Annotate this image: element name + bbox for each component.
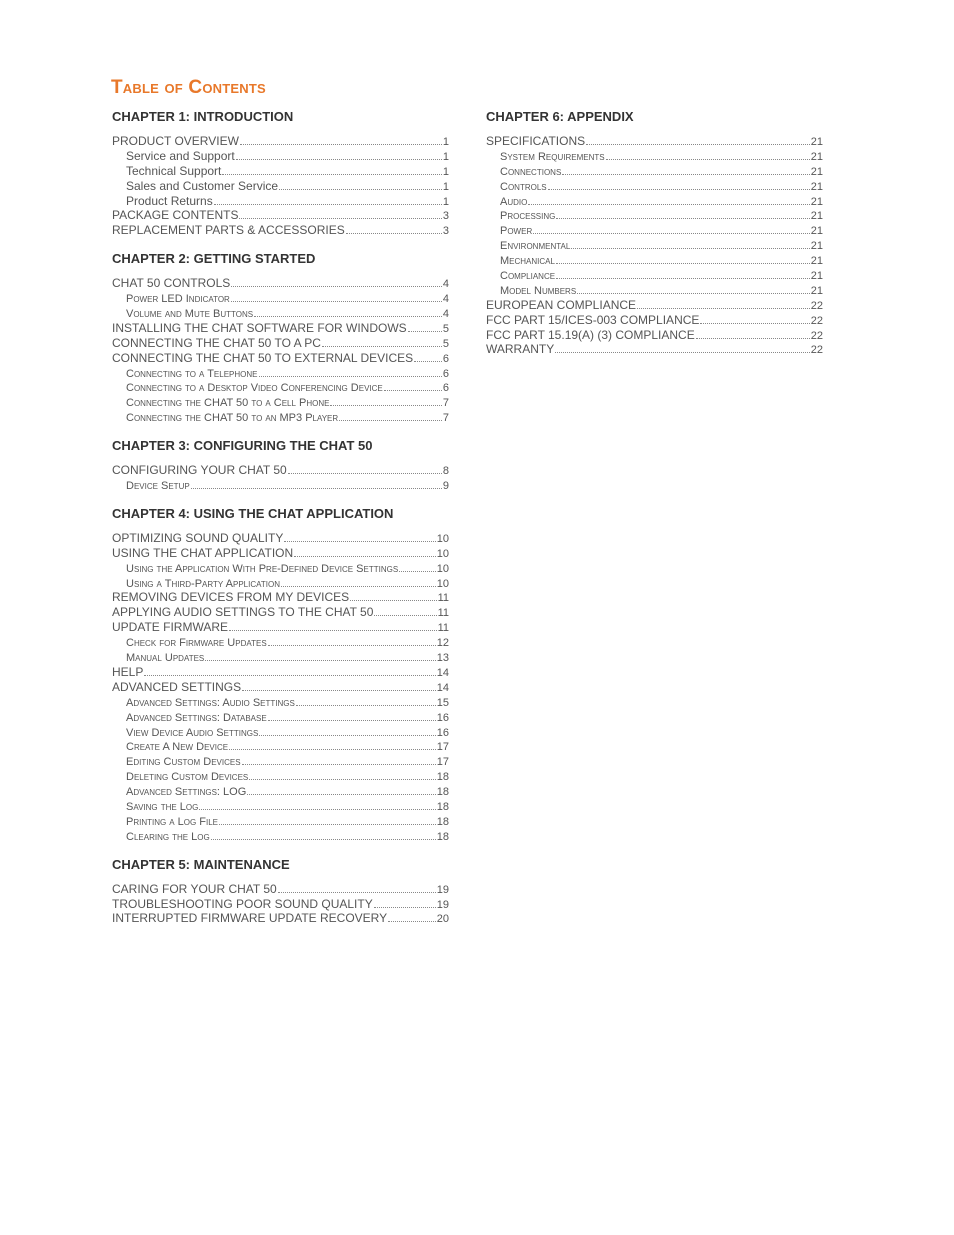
toc-page-number: 4 <box>442 308 449 321</box>
toc-subentry[interactable] <box>112 366 449 381</box>
toc-subentry[interactable] <box>112 784 449 799</box>
toc-page-number: 21 <box>810 165 823 178</box>
toc-page-number: 8 <box>442 465 449 478</box>
toc-subentry[interactable] <box>112 478 449 493</box>
dot-leader <box>254 306 442 317</box>
toc-entry-title: EUROPEAN COMPLIANCE <box>486 297 637 312</box>
toc-entry-title: Advanced Settings: LOG <box>126 786 247 799</box>
dot-leader <box>556 208 809 219</box>
dot-leader <box>222 164 441 175</box>
toc-entry-title: REPLACEMENT PARTS & ACCESSORIES <box>112 223 345 238</box>
toc-entry[interactable] <box>486 134 823 149</box>
dot-leader <box>288 463 442 474</box>
toc-entry-title: SPECIFICATIONS <box>486 134 586 148</box>
toc-entry-title: Power LED Indicator <box>126 293 230 306</box>
dot-leader <box>214 194 442 205</box>
toc-entry-title: Device Setup <box>126 480 190 493</box>
chapter-section <box>112 437 449 493</box>
dot-leader <box>388 911 436 922</box>
dot-leader <box>637 298 810 309</box>
toc-page-number: 21 <box>810 195 823 208</box>
toc-page-number: 1 <box>442 150 449 163</box>
dot-leader <box>606 149 810 160</box>
toc-entry[interactable] <box>112 463 449 478</box>
toc-page-number: 1 <box>442 195 449 208</box>
dot-leader <box>231 291 442 302</box>
toc-page-number: 10 <box>436 577 449 590</box>
chapter-section <box>112 108 449 238</box>
toc-subentry[interactable] <box>112 291 449 306</box>
dot-leader <box>296 695 436 706</box>
dot-leader <box>700 313 809 324</box>
toc-page-number: 1 <box>442 165 449 178</box>
toc-entry[interactable] <box>486 342 823 357</box>
toc-entry-title: USING THE CHAT APPLICATION <box>112 545 294 560</box>
toc-subentry[interactable] <box>112 725 449 740</box>
toc-subentry[interactable] <box>112 149 449 164</box>
dot-leader <box>399 561 436 572</box>
dot-leader <box>229 620 437 631</box>
toc-page-number: 6 <box>442 382 449 395</box>
toc-page-number: 21 <box>810 255 823 268</box>
toc-subentry[interactable] <box>486 194 823 209</box>
dot-leader <box>696 328 810 339</box>
toc-entry-title: FCC PART 15.19(A) (3) COMPLIANCE <box>486 327 695 342</box>
toc-entry-title: REMOVING DEVICES FROM MY DEVICES <box>112 590 350 605</box>
toc-entry-title: Connecting to a Telephone <box>126 367 258 380</box>
toc-subentry[interactable] <box>112 650 449 665</box>
toc-page-number: 18 <box>436 771 449 784</box>
toc-entry-title: PACKAGE CONTENTS <box>112 208 239 223</box>
toc-subentry[interactable] <box>112 695 449 710</box>
dot-leader <box>374 897 436 908</box>
toc-entry-title: Check for Firmware Updates <box>126 637 267 650</box>
toc-entry-title: TROUBLESHOOTING POOR SOUND QUALITY <box>112 896 373 911</box>
toc-entry-title: Create A New Device <box>126 741 229 754</box>
dot-leader <box>350 590 436 601</box>
chapter-heading: CHAPTER 5: MAINTENANCE <box>112 856 290 872</box>
toc-page-number: 22 <box>810 314 823 327</box>
toc-page-number: 21 <box>810 270 823 283</box>
toc-entry-title: Volume and Mute Buttons <box>126 308 254 321</box>
dot-leader <box>236 149 442 160</box>
toc-page-number: 14 <box>436 666 449 679</box>
toc-subentry[interactable] <box>112 829 449 844</box>
toc-entry[interactable] <box>112 336 449 351</box>
dot-leader <box>284 531 435 542</box>
dot-leader <box>219 814 436 825</box>
toc-entry-title: Using the Application With Pre-Defined Device Settings <box>126 562 399 575</box>
page-title: Table of Contents <box>111 77 266 98</box>
dot-leader <box>556 253 810 264</box>
toc-page-number: 1 <box>442 180 449 193</box>
toc-entry[interactable] <box>112 351 449 366</box>
dot-leader <box>281 576 436 587</box>
toc-subentry[interactable] <box>486 179 823 194</box>
toc-entry-title: Sales and Customer Service <box>126 178 279 193</box>
toc-subentry[interactable] <box>486 164 823 179</box>
toc-page-number: 11 <box>437 607 449 620</box>
dot-leader <box>259 366 442 377</box>
toc-subentry[interactable] <box>486 149 823 164</box>
toc-entry-title: System Requirements <box>500 150 605 163</box>
toc-subentry[interactable] <box>486 238 823 253</box>
toc-subentry[interactable] <box>112 380 449 395</box>
toc-page-number: 5 <box>442 322 449 335</box>
toc-left-column <box>112 108 449 938</box>
toc-entry-title: CONFIGURING YOUR CHAT 50 <box>112 463 287 478</box>
toc-entry-title: View Device Audio Settings <box>126 726 259 739</box>
dot-leader <box>414 351 442 362</box>
toc-entry[interactable] <box>112 882 449 897</box>
toc-entry-title: Compliance <box>500 270 556 283</box>
toc-page-number: 4 <box>442 293 449 306</box>
toc-entry-title: Connecting to a Desktop Video Conferencing Device <box>126 382 383 395</box>
toc-entry-title: HELP <box>112 664 144 679</box>
dot-leader <box>294 546 436 557</box>
dot-leader <box>242 680 436 691</box>
dot-leader <box>571 238 809 249</box>
toc-page-number: 11 <box>437 592 449 605</box>
dot-leader <box>384 380 442 391</box>
toc-subentry[interactable] <box>112 179 449 194</box>
toc-entry-title: Service and Support <box>126 148 235 163</box>
toc-page-number: 6 <box>442 352 449 365</box>
toc-entry-title: Saving the Log <box>126 800 199 813</box>
toc-entry-title: OPTIMIZING SOUND QUALITY <box>112 530 284 545</box>
toc-page-number: 22 <box>810 344 823 357</box>
toc-page-number: 21 <box>810 150 823 163</box>
toc-page-number: 9 <box>442 480 449 493</box>
toc-subentry[interactable] <box>112 799 449 814</box>
toc-subentry[interactable] <box>112 395 449 410</box>
toc-entry-title: ADVANCED SETTINGS <box>112 679 242 694</box>
toc-entry[interactable] <box>486 298 823 313</box>
dot-leader <box>249 769 435 780</box>
dot-leader <box>205 650 435 661</box>
dot-leader <box>346 223 442 234</box>
dot-leader <box>229 739 436 750</box>
toc-page-number: 16 <box>436 726 449 739</box>
toc-entry[interactable] <box>112 605 449 620</box>
toc-subentry[interactable] <box>112 739 449 754</box>
toc-page-number: 21 <box>810 210 823 223</box>
toc-page-number: 4 <box>442 278 449 291</box>
chapter-heading: CHAPTER 3: CONFIGURING THE CHAT 50 <box>112 438 373 454</box>
toc-page-number: 5 <box>442 337 449 350</box>
toc-page-number: 21 <box>810 136 823 148</box>
toc-entry[interactable] <box>112 665 449 680</box>
dot-leader <box>242 754 436 765</box>
dot-leader <box>240 134 442 145</box>
dot-leader <box>408 321 442 332</box>
toc-entry[interactable] <box>112 276 449 291</box>
toc-entry-title: Printing a Log File <box>126 815 219 828</box>
toc-page-number: 7 <box>442 412 449 425</box>
toc-subentry[interactable] <box>486 223 823 238</box>
toc-page-number: 16 <box>436 711 449 724</box>
toc-subentry[interactable] <box>486 283 823 298</box>
chapter-section <box>112 856 449 927</box>
toc-subentry[interactable] <box>112 194 449 209</box>
toc-page-number: 17 <box>436 741 449 754</box>
dot-leader <box>548 179 810 190</box>
toc-entry[interactable] <box>486 313 823 328</box>
toc-right-column <box>486 108 823 369</box>
dot-leader <box>555 342 810 353</box>
toc-page-number: 18 <box>436 786 449 799</box>
toc-entry-title: CONNECTING THE CHAT 50 TO EXTERNAL DEVICES <box>112 350 414 365</box>
toc-page-number: 12 <box>436 637 449 650</box>
toc-entry-title: Model Numbers <box>500 284 577 297</box>
toc-page-number: 19 <box>436 883 449 896</box>
toc-subentry[interactable] <box>112 754 449 769</box>
dot-leader <box>374 605 436 616</box>
dot-leader <box>586 134 810 145</box>
toc-entry[interactable] <box>112 531 449 546</box>
dot-leader <box>322 336 442 347</box>
toc-entry-title: INSTALLING THE CHAT SOFTWARE FOR WINDOWS <box>112 320 407 335</box>
toc-page-number: 15 <box>436 696 449 709</box>
dot-leader <box>144 665 435 676</box>
toc-page-number: 22 <box>810 329 823 342</box>
toc-entry[interactable] <box>112 223 449 238</box>
dot-leader <box>278 882 436 893</box>
toc-page-number: 21 <box>810 240 823 253</box>
toc-entry-title: Processing <box>500 210 556 223</box>
dot-leader <box>268 635 436 646</box>
dot-leader <box>528 194 809 205</box>
toc-page-number: 21 <box>810 180 823 193</box>
toc-entry-title: Advanced Settings: Audio Settings <box>126 696 295 709</box>
toc-page-number: 18 <box>436 800 449 813</box>
dot-leader <box>279 179 442 190</box>
toc-page-number: 10 <box>436 532 449 545</box>
toc-entry-title: UPDATE FIRMWARE <box>112 620 228 635</box>
toc-page-number: 17 <box>436 756 449 769</box>
toc-entry-title: INTERRUPTED FIRMWARE UPDATE RECOVERY <box>112 911 388 926</box>
toc-page-number: 11 <box>437 622 449 635</box>
toc-subentry[interactable] <box>112 635 449 650</box>
toc-entry[interactable] <box>112 911 449 926</box>
toc-entry-title: Controls <box>500 180 547 193</box>
toc-entry-title: PRODUCT OVERVIEW <box>112 134 239 148</box>
toc-entry[interactable] <box>112 590 449 605</box>
toc-subentry[interactable] <box>112 769 449 784</box>
chapter-heading: CHAPTER 4: USING THE CHAT APPLICATION <box>112 505 394 521</box>
dot-leader <box>562 164 809 175</box>
toc-page-number: 3 <box>442 225 449 238</box>
toc-subentry[interactable] <box>112 814 449 829</box>
toc-entry-title: CONNECTING THE CHAT 50 TO A PC <box>112 335 321 350</box>
chapter-section <box>112 505 449 844</box>
toc-page-number: 21 <box>810 225 823 238</box>
toc-entry[interactable] <box>112 620 449 635</box>
dot-leader <box>268 710 436 721</box>
toc-page-number: 22 <box>810 299 823 312</box>
toc-page-number: 13 <box>436 652 449 665</box>
dot-leader <box>330 395 441 406</box>
dot-leader <box>533 223 810 234</box>
toc-entry-title: Clearing the Log <box>126 830 210 843</box>
toc-entry[interactable] <box>486 328 823 343</box>
toc-entry-title: Connecting the CHAT 50 to a Cell Phone <box>126 397 330 410</box>
chapter-section <box>486 108 823 357</box>
toc-entry[interactable] <box>112 546 449 561</box>
toc-entry-title: Advanced Settings: Database <box>126 711 267 724</box>
dot-leader <box>199 799 435 810</box>
toc-page-number: 21 <box>810 284 823 297</box>
toc-page-number: 1 <box>442 136 449 148</box>
toc-entry-title: WARRANTY <box>486 342 555 357</box>
toc-entry-title: Manual Updates <box>126 652 205 665</box>
toc-subentry[interactable] <box>486 208 823 223</box>
toc-entry-title: Audio <box>500 195 528 208</box>
toc-page-number: 6 <box>442 367 449 380</box>
toc-entry-title: CHAT 50 CONTROLS <box>112 276 231 291</box>
toc-subentry[interactable] <box>112 306 449 321</box>
toc-entry[interactable] <box>112 208 449 223</box>
dot-leader <box>556 268 810 279</box>
chapter-section <box>112 250 449 425</box>
dot-leader <box>339 410 442 421</box>
toc-subentry[interactable] <box>112 710 449 725</box>
dot-leader <box>577 283 810 294</box>
toc-entry-title: Using a Third-Party Application <box>126 577 280 590</box>
toc-entry[interactable] <box>112 897 449 912</box>
toc-entry-title: APPLYING AUDIO SETTINGS TO THE CHAT 50 <box>112 605 374 620</box>
toc-page-number: 19 <box>436 898 449 911</box>
toc-entry-title: Power <box>500 225 533 238</box>
chapter-heading: CHAPTER 6: APPENDIX <box>486 109 634 124</box>
toc-page-number: 18 <box>436 830 449 843</box>
dot-leader <box>211 829 436 840</box>
toc-page-number: 14 <box>436 681 449 694</box>
toc-entry-title: Environmental <box>500 240 571 253</box>
toc-entry-title: Editing Custom Devices <box>126 756 241 769</box>
chapter-heading: CHAPTER 1: INTRODUCTION <box>112 109 294 124</box>
chapter-heading: CHAPTER 2: GETTING STARTED <box>112 251 316 267</box>
toc-entry[interactable] <box>112 680 449 695</box>
dot-leader <box>231 276 442 287</box>
toc-page-number: 10 <box>436 547 449 560</box>
dot-leader <box>247 784 435 795</box>
toc-subentry[interactable] <box>486 253 823 268</box>
toc-entry-title: Connecting the CHAT 50 to an MP3 Player <box>126 412 339 425</box>
toc-entry[interactable] <box>112 321 449 336</box>
toc-page-number: 7 <box>442 397 449 410</box>
toc-subentry[interactable] <box>486 268 823 283</box>
dot-leader <box>239 208 441 219</box>
toc-page-number: 3 <box>442 210 449 223</box>
toc-page-number: 20 <box>436 913 449 926</box>
dot-leader <box>191 478 442 489</box>
toc-subentry[interactable] <box>112 576 449 591</box>
toc-entry-title: Technical Support <box>126 163 222 178</box>
toc-entry-title: FCC PART 15/ICES-003 COMPLIANCE <box>486 312 700 327</box>
toc-entry[interactable] <box>112 134 449 149</box>
toc-entry-title: Connections <box>500 165 562 178</box>
toc-entry-title: Product Returns <box>126 193 213 208</box>
toc-subentry[interactable] <box>112 561 449 576</box>
dot-leader <box>259 725 435 736</box>
toc-subentry[interactable] <box>112 164 449 179</box>
toc-entry-title: Deleting Custom Devices <box>126 771 249 784</box>
toc-entry-title: Mechanical <box>500 255 555 268</box>
toc-subentry[interactable] <box>112 410 449 425</box>
toc-page-number: 10 <box>436 562 449 575</box>
toc-page-number: 18 <box>436 815 449 828</box>
toc-entry-title: CARING FOR YOUR CHAT 50 <box>112 881 277 896</box>
